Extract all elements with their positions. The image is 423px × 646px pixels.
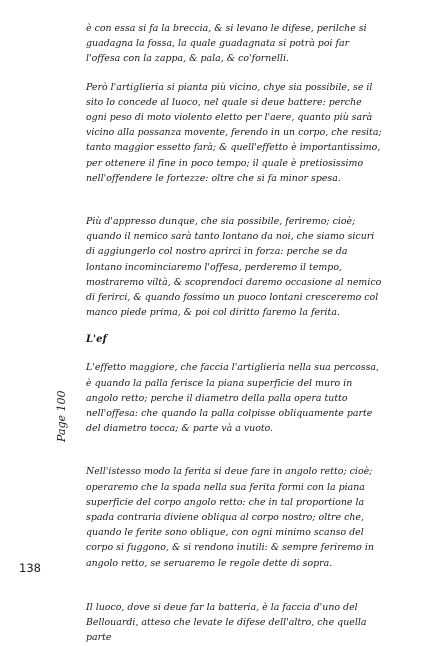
paragraph-3: Più d'appresso dunque, che sia possibile, feriremo; cioè; quando il nemico sarà tanto lontano da noi, che siamo sicuri di aggiungerlo col nostro aprirci in forza: perche se da lontano incominciaremo l'offesa, perderemo il tempo, mostraremo viltà, & scoprendoci daremo occasione al nemico di ferirci, & quando fossimo un puoco lontani cresceremo col manco piede prima, & poi col diritto faremo la ferita. (86, 216, 382, 319)
page-number: 138 (19, 561, 41, 575)
section-heading: L'ef (86, 334, 107, 346)
paragraph-1: è con essa si fa la breccia, & si levano le difese, perilche si guadagna la fossa, la quale guadagnata si potrà poi far l'offesa con la zappa, & pala, & co'fornelli. (86, 23, 367, 65)
side-page-label: Page 100 (55, 390, 68, 442)
paragraph-6: Il luoco, dove si deue far la batteria, è la faccia d'uno del Bellouardi, atteso che levate le difese dell'altro, che quella parte (86, 601, 367, 644)
paragraph-2: Però l'artiglieria si pianta più vicino, chye sia possibile, se il sito lo concede al luoco, nel quale si deue battere: perche ogni peso di moto violento eletto per l'aere, quanto più sarà vicino alla possanza movente, ferendo in un corpo, che resita; tanto maggior essetto farà; & quell'effetto è importantissimo, per ottenere il fine in poco tempo; il quale è pretiosissimo nell'offendere le fortezze: oltre che si fa minor spesa. (86, 81, 382, 184)
paragraph-4: L'effetto maggiore, che faccia l'artiglieria nella sua percossa, è quando la palla ferisce la piana superficie del muro in angolo retto; perche il diametro della palla opera tutto nell'offesa: che quando la palla colpisse obliquamente parte del diametro tocca; & parte và a vuoto. (86, 362, 380, 435)
body-text (86, 21, 382, 646)
paragraph-5: Nell'istesso modo la ferita si deue fare in angolo retto; cioè; operaremo che la spada nella sua ferita formi con la piana superficie del corpo angolo retto: che in tal proportione la spada contraria diviene obliqua al corpo nostro; oltre che, quando le ferite sono oblique, con ogni minimo scanso del corpo si fuggono, & si rendono inutili: & sempre feriremo in angolo retto, se seruaremo le regole dette di sopra. (86, 466, 374, 569)
